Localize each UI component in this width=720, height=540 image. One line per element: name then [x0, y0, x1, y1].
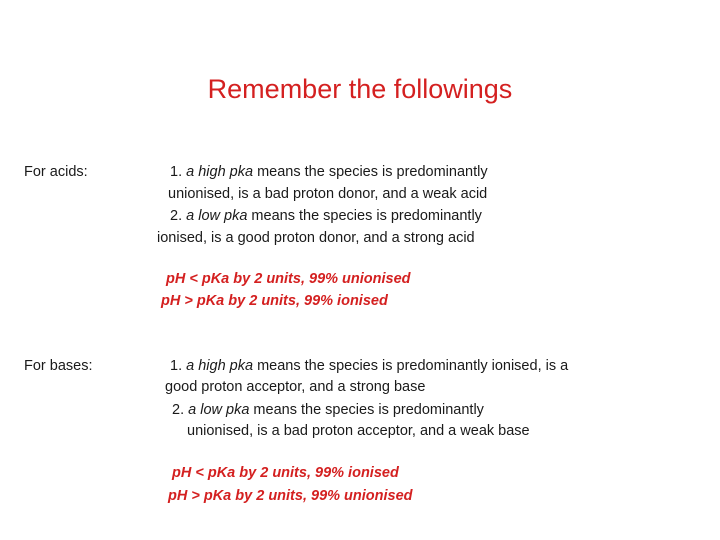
acids-rule-1: pH < pKa by 2 units, 99% unionised	[166, 271, 411, 287]
acids-label: For acids:	[24, 164, 88, 180]
acids-point-1	[170, 162, 488, 182]
acids-point-1-number: 1.	[170, 164, 183, 180]
acids-point-1-term: a high pka	[186, 164, 254, 180]
bases-point-1	[170, 356, 568, 376]
acids-point-2-cont: ionised, is a good proton donor, and a strong acid	[157, 230, 475, 246]
page-title: Remember the followings	[207, 74, 513, 104]
bases-label: For bases:	[24, 358, 93, 374]
bases-point-2-term: a low pka	[188, 402, 250, 418]
acids-rule-2: pH > pKa by 2 units, 99% ionised	[161, 293, 388, 309]
bases-point-1-text: means the species is predominantly ionised, is a	[257, 358, 569, 374]
acids-point-2	[170, 206, 482, 226]
bases-rule-2: pH > pKa by 2 units, 99% unionised	[168, 488, 413, 504]
acids-point-2-term: a low pka	[186, 208, 248, 224]
bases-point-2-number: 2.	[172, 402, 185, 418]
acids-point-2-number: 2.	[170, 208, 183, 224]
bases-point-1-cont: good proton acceptor, and a strong base	[165, 379, 426, 395]
bases-point-2	[172, 400, 484, 420]
bases-point-2-text: means the species is predominantly	[253, 402, 484, 418]
bases-point-1-term: a high pka	[186, 358, 254, 374]
acids-point-1-text: means the species is predominantly	[257, 164, 488, 180]
acids-point-2-text: means the species is predominantly	[251, 208, 482, 224]
bases-rule-1: pH < pKa by 2 units, 99% ionised	[172, 465, 399, 481]
acids-point-1-cont: unionised, is a bad proton donor, and a weak acid	[168, 186, 488, 202]
bases-point-1-number: 1.	[170, 358, 183, 374]
bases-point-2-cont: unionised, is a bad proton acceptor, and a weak base	[187, 423, 530, 439]
